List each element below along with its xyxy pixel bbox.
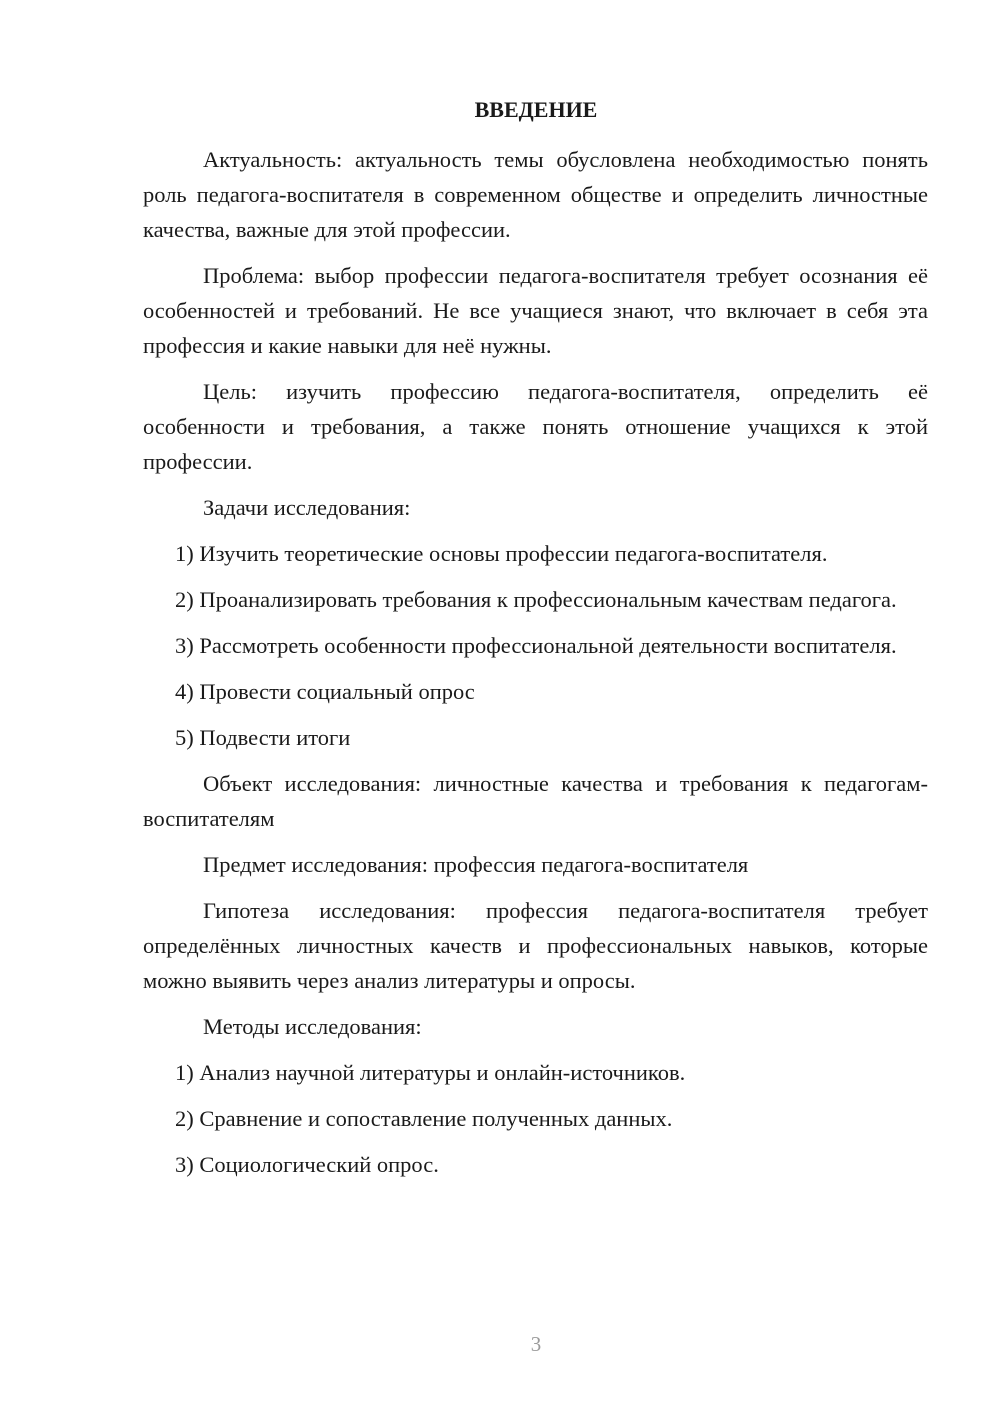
paragraph-goal: Цель: изучить профессию педагога-воспитателя, определить её особенности и требования, а также понять отношение учащихся к этой профессии. — [143, 379, 928, 474]
list-item-task-2: 2) Проанализировать требования к профессиональным качествам педагога. — [175, 587, 897, 612]
list-item-task-1: 1) Изучить теоретические основы профессии педагога-воспитателя. — [175, 541, 828, 566]
list-item-task-5: 5) Подвести итоги — [175, 725, 351, 750]
section-title: ВВЕДЕНИЕ — [474, 97, 598, 122]
paragraph-tasks-heading: Задачи исследования: — [203, 495, 411, 520]
list-item-method-3: 3) Социологический опрос. — [175, 1152, 439, 1177]
paragraph-relevance: Актуальность: актуальность темы обусловлена необходимостью понять роль педагога-воспитателя в современном обществе и определить личностные качества, важные для этой профессии. — [143, 147, 928, 242]
paragraph-methods-heading: Методы исследования: — [203, 1014, 422, 1039]
paragraph-problem: Проблема: выбор профессии педагога-воспитателя требует осознания её особенностей и требований. Не все учащиеся знают, что включает в себя эта профессия и какие навыки для неё нужны. — [143, 263, 928, 358]
list-item-method-2: 2) Сравнение и сопоставление полученных данных. — [175, 1106, 673, 1131]
list-item-task-4: 4) Провести социальный опрос — [175, 679, 475, 704]
page-number: 3 — [530, 1332, 542, 1356]
list-item-method-1: 1) Анализ научной литературы и онлайн-источников. — [175, 1060, 686, 1085]
document-body — [143, 142, 928, 1193]
paragraph-subject: Предмет исследования: профессия педагога-воспитателя — [203, 852, 749, 877]
paragraph-hypothesis: Гипотеза исследования: профессия педагога-воспитателя требует определённых личностных качеств и профессиональных навыков, которые можно выявить через анализ литературы и опросы. — [143, 898, 928, 993]
list-item-task-3: 3) Рассмотреть особенности профессиональной деятельности воспитателя. — [175, 633, 897, 658]
paragraph-object: Объект исследования: личностные качества и требования к педагогам-воспитателям — [143, 771, 928, 831]
